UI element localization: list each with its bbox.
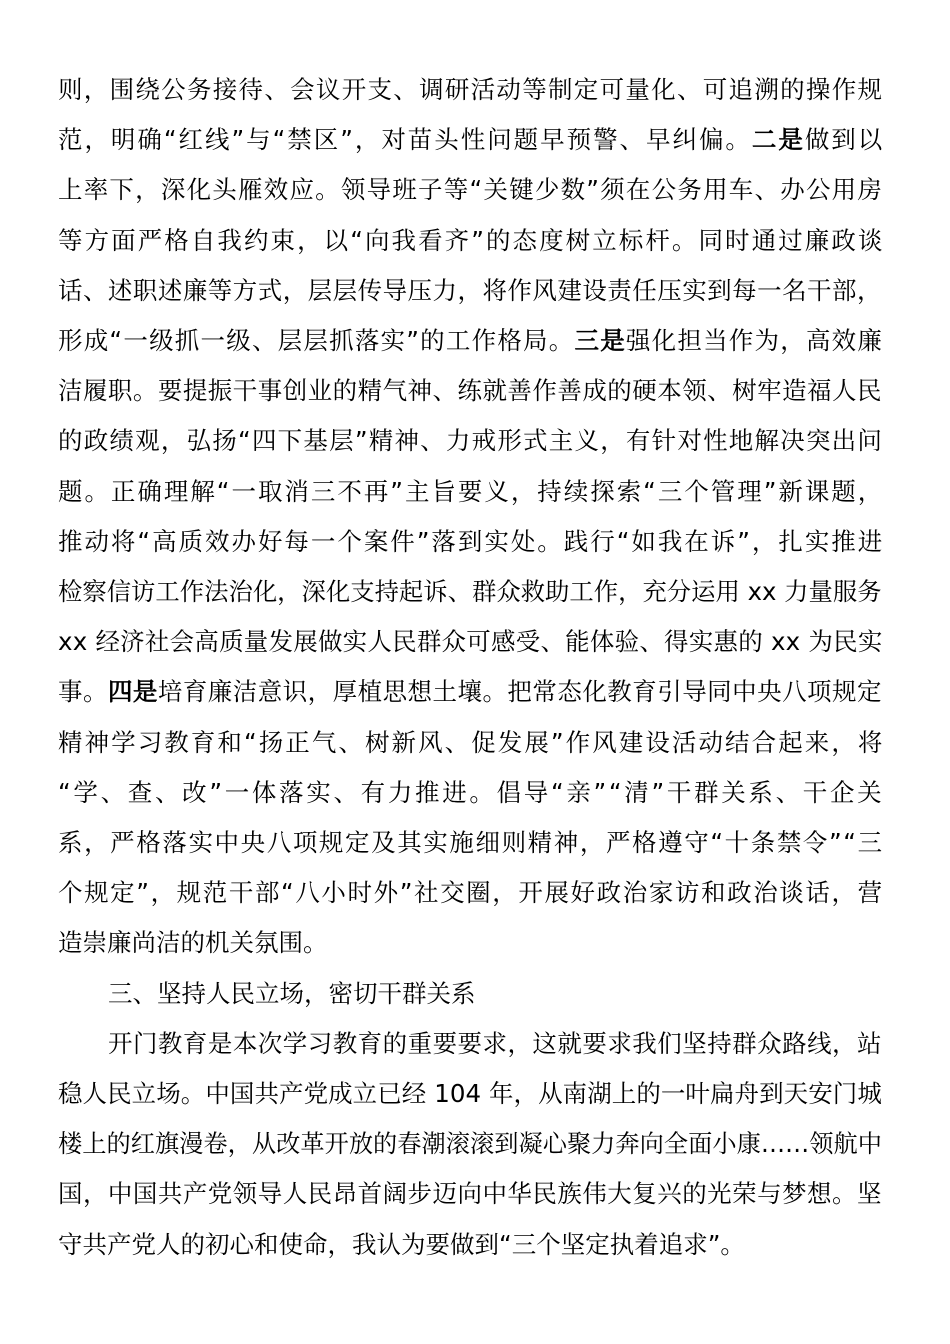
paragraph-line: [58, 875, 884, 911]
paragraph-line: [58, 474, 884, 510]
paragraph-line: [58, 725, 884, 761]
paragraph-text: 题。正确理解“一取消三不再”主旨要义，持续探索“三个管理”新课题，: [58, 476, 885, 506]
paragraph-line: 稳人民立场。中国共产党成立已经 104 年，从南湖上的一叶扁舟到天安门城: [58, 1079, 882, 1108]
paragraph-line: [58, 825, 884, 861]
paragraph-line: [58, 775, 884, 811]
paragraph-text: 事。: [58, 677, 108, 707]
paragraph-line: [58, 273, 882, 309]
paragraph-text: 则，围绕公务接待、会议开支、调研活动等制定可量化、可追溯的操作规: [58, 75, 884, 104]
paragraph-line: [58, 223, 884, 259]
paragraph-text: xx 经济社会高质量发展做实人民群众可感受、能体验、得实惠的 xx 为民实: [58, 627, 883, 657]
paragraph-text: 的政绩观，弘扬“四下基层”精神、力戒形式主义，有针对性地解决突出问: [58, 426, 884, 456]
paragraph-line: 开门教育是本次学习教育的重要要求，这就要求我们坚持群众路线，站: [108, 1028, 882, 1058]
paragraph-text: 培育廉洁意识，厚植思想土壤。把常态化教育引导同中央八项规定: [157, 677, 882, 707]
paragraph-text: 精神学习教育和“扬正气、树新风、促发展”作风建设活动结合起来，将: [58, 727, 885, 757]
paragraph-line: 国，中国共产党领导人民昂首阔步迈向中华民族伟大复兴的光荣与梦想。坚: [58, 1179, 882, 1209]
paragraph-line: 楼上的红旗漫卷，从改革开放的春潮滚滚到凝心聚力奔向全面小康……领航中: [58, 1129, 882, 1159]
paragraph-text: 造崇廉尚洁的机关氛围。: [58, 928, 328, 958]
section-heading: [108, 976, 476, 1012]
paragraph-text: 推动将“高质效办好每一个案件”落到实处。践行“如我在诉”，扎实推进: [58, 526, 885, 556]
paragraph-text: 个规定”，规范干部“八小时外”社交圈，开展好政治家访和政治谈话，营: [58, 878, 884, 908]
bold-lead-phrase: 三是: [574, 326, 626, 355]
paragraph-line: [58, 423, 883, 459]
paragraph-text: 做到以: [804, 125, 885, 155]
paragraph-line: [58, 172, 883, 208]
bold-lead-phrase: 四是: [107, 677, 158, 707]
paragraph-line: [58, 323, 883, 359]
paragraph-line: [58, 524, 884, 560]
section-heading-text: 三、坚持人民立场，密切干群关系: [108, 978, 476, 1008]
paragraph-line: [58, 624, 883, 660]
paragraph-text: 上率下，深化头雁效应。领导班子等“关键少数”须在公务用车、办公用房: [58, 175, 884, 205]
paragraph-line: [58, 72, 883, 108]
paragraph-line: [58, 373, 882, 409]
paragraph-text: 形成“一级抓一级、层层抓落实”的工作格局。: [58, 326, 575, 355]
paragraph-line: [58, 574, 882, 610]
paragraph-line: [58, 925, 328, 961]
paragraph-text: 系，严格落实中央八项规定及其实施细则精神，严格遵守“十条禁令”“三: [58, 828, 884, 857]
paragraph-line: [58, 674, 882, 710]
paragraph-text: 检察信访工作法治化，深化支持起诉、群众救助工作，充分运用 xx 力量服务: [58, 577, 882, 606]
paragraph-text: 范，明确“红线”与“禁区”，对苗头性问题早预警、早纠偏。: [58, 125, 752, 155]
paragraph-line: [58, 122, 884, 158]
paragraph-text: 等方面严格自我约束，以“向我看齐”的态度树立标杆。同时通过廉政谈: [58, 225, 885, 255]
paragraph-line: 守共产党人的初心和使命，我认为要做到“三个坚定执着追求”。: [58, 1229, 745, 1259]
paragraph-text: 强化担当作为，高效廉: [625, 326, 884, 355]
paragraph-text: “学、查、改”一体落实、有力推进。倡导“亲”“清”干群关系、干企关: [58, 777, 885, 807]
paragraph-text: 话、述职述廉等方式，层层传导压力，将作风建设责任压实到每一名干部，: [58, 275, 882, 305]
paragraph-text: 洁履职。要提振干事创业的精气神、练就善作善成的硬本领、树牢造福人民: [58, 376, 882, 406]
bold-lead-phrase: 二是: [751, 125, 805, 155]
